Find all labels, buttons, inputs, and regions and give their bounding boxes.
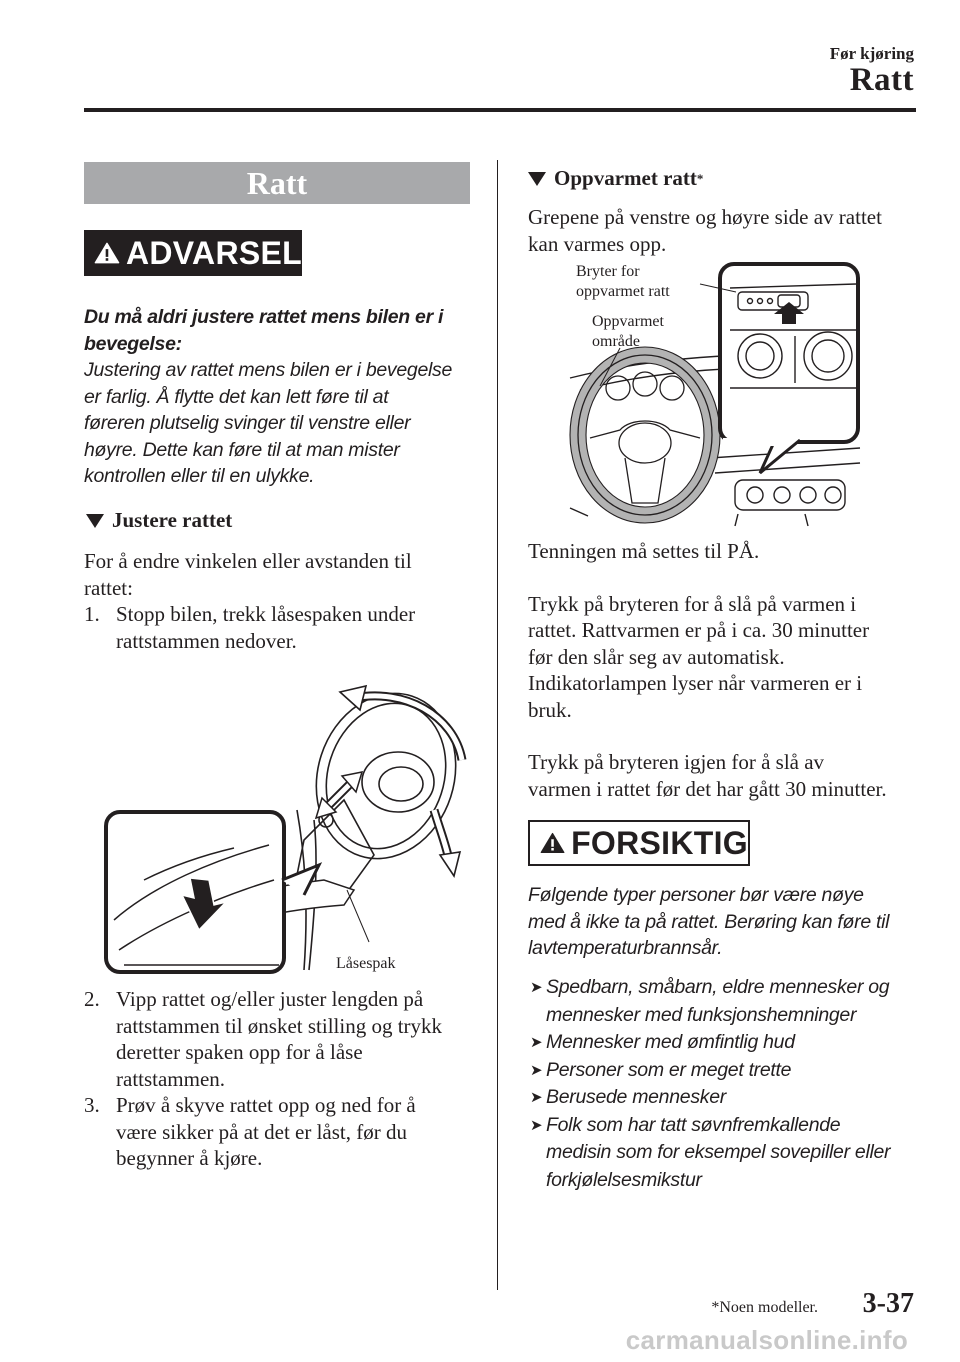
warning-sign [84,230,302,276]
figure-label-line: oppvarmet ratt [576,283,670,300]
list-item [530,1057,920,1085]
adjust-intro [84,548,484,654]
warning-line: er farlig. Å flytte det kan lett føre til at [84,385,389,408]
subheading-heated [528,166,703,191]
column-divider [497,160,498,1290]
warning-line: høyre. Dette kan føre til at man mister [84,438,400,461]
watermark: carmanualsonline.info [625,1325,908,1355]
heated-intro-line: kan varmes opp. [528,231,667,256]
warning-line: føreren plutselig svinger til venstre eller [84,412,411,434]
triangle-bullet-icon [528,172,546,186]
caution-sign [528,820,750,866]
adjust-intro-line: For å endre vinkelen eller avstanden til [84,549,412,573]
figure-label-line: Bryter for [576,263,640,280]
figure-label-area [592,312,664,352]
caution-text [528,882,923,962]
heated-para-line: bruk. [528,697,572,722]
caution-line: Følgende typer personer bør være nøye [528,884,864,906]
heated-para-line: Trykk på bryteren igjen for å slå av [528,750,825,774]
list-item-line: Personer som er meget trette [546,1058,792,1081]
header-rule [84,108,916,112]
adjust-intro-line: rattet: [84,575,133,600]
triangle-bullet-icon [86,514,104,528]
warning-line: Justering av rattet mens bilen er i bevegelse [84,359,453,381]
step-line: deretter spaken opp for å låse [116,1040,363,1064]
arrow-bullet-icon: ➤ [530,1089,543,1106]
heated-para-line: før den slår seg av automatisk. [528,644,785,669]
arrow-bullet-icon: ➤ [530,979,543,996]
caution-label: FORSIKTIG [571,824,748,861]
warning-triangle-icon [94,236,120,270]
adjust-steps [84,986,484,1172]
step-number: 1. [84,602,100,626]
list-item [530,1029,920,1057]
figure-label-line: Oppvarmet [592,313,664,330]
figure-label-line: område [592,333,640,350]
heated-intro-line: Grepene på venstre og høyre side av rattet [528,205,882,229]
caution-line: lavtemperaturbrannsår. [528,937,723,959]
footnote: *Noen modeller. [711,1299,818,1316]
warning-bold-line: Du må aldri justere rattet mens bilen er i [84,306,444,328]
caution-bullet-list [530,974,920,1194]
page-number: 3-37 [862,1288,914,1319]
figure-label-switch [576,262,670,302]
arrow-bullet-icon: ➤ [530,1116,543,1134]
step-2 [84,986,484,1092]
list-item-line: Spedbarn, småbarn, eldre mennesker og [546,976,890,998]
steering-adjust-figure [104,680,474,975]
step-line: Stopp bilen, trekk låsespaken under [116,602,416,626]
header-section: Før kjøring [829,44,914,63]
heated-para-line: varmen i rattet før det har gått 30 minutter. [528,776,887,801]
step-line: Vipp rattet og/eller juster lengden på [116,987,424,1011]
step-1 [84,601,484,654]
warning-label: ADVARSEL [125,234,302,271]
subheading-heated-text: Oppvarmet ratt [554,166,697,190]
list-item [530,974,920,1029]
step-line: Prøv å skyve rattet opp og ned for å [116,1093,416,1117]
list-item-line: mennesker med funksjonshemninger [546,1003,857,1026]
list-item [530,1084,920,1112]
figure-label-lever: Låsespak [336,955,396,972]
step-line: være sikker på at det er låst, før du [116,1119,407,1144]
caution-line: med å ikke ta på rattet. Berøring kan føre til [528,910,890,933]
step-number: 3. [84,1093,100,1117]
arrow-bullet-icon: ➤ [530,1034,543,1051]
heated-intro [528,204,923,257]
arrow-bullet-icon: ➤ [530,1061,543,1079]
step-line: begynner å kjøre. [116,1146,263,1170]
list-item-line: medisin som for eksempel sovepiller eller [546,1141,891,1163]
list-item [530,1112,920,1195]
warning-line: kontrollen eller til en ulykke. [84,465,315,487]
step-line: rattstammen nedover. [116,628,297,653]
list-item-line: Mennesker med ømfintlig hud [546,1031,795,1053]
heated-para-line: rattet. Rattvarmen er på i ca. 30 minutter [528,618,870,642]
warning-text [84,304,484,490]
warning-triangle-icon [540,826,565,860]
ignition-text: Tenningen må settes til PÅ. [528,539,760,563]
step-line: rattstammen til ønsket stilling og trykk [116,1013,443,1038]
warning-bold-line: bevegelse: [84,332,182,355]
subheading-adjust-text: Justere rattet [112,508,233,532]
section-title-bar: Ratt [84,162,470,204]
heated-para-line: Trykk på bryteren for å slå på varmen i [528,591,857,616]
subheading-adjust [86,508,232,533]
heated-para-line: Indikatorlampen lyser når varmeren er i [528,671,863,695]
step-line: rattstammen. [116,1066,226,1091]
list-item-line: Berusede mennesker [546,1086,726,1108]
list-item-line: Folk som har tatt søvnfremkallende [546,1113,841,1136]
heated-body [528,538,923,802]
list-item-line: forkjølelsesmikstur [546,1168,702,1191]
header-title: Ratt [849,62,914,98]
step-3 [84,1092,484,1172]
footnote-asterisk: * [696,170,704,186]
step-number: 2. [84,987,100,1011]
